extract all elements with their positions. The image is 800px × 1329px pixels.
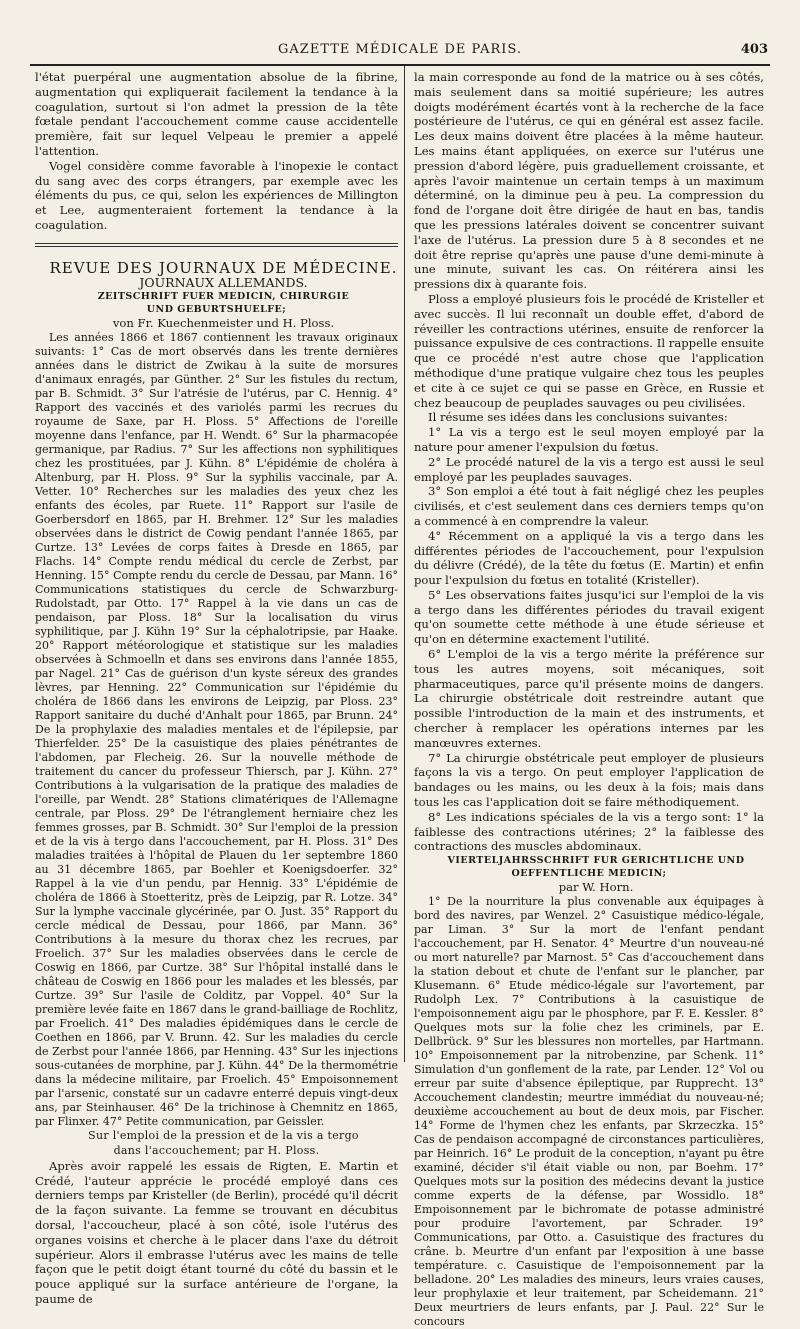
section-title: REVUE DES JOURNAUX DE MÉDECINE. xyxy=(49,258,398,277)
intro-paragraph-2: Vogel considère comme favorable à l'inopexie le contact du sang avec des corps étrangers, par exemple avec les éléments du pus, ce qui, selon les expériences de Millington et Lee, augmenteraient fortement la tendance à la coagulation. xyxy=(35,158,398,232)
articles-list-paragraph: Les années 1866 et 1867 contiennent les travaux originaux suivants: 1° Cas de mort observés dans les trente dernières années dans le district de Zwikau à la suite de morsures d'animaux enragés, par Günther. 2° Sur les fistules du rectum, par B. Schmidt. 3° Sur l'atrésie de l'utérus, par C. Hennig. 4° Rapport des vaccinés et des variolés parmi les recrues du royaume de Saxe, par H. Ploss. 5° Affections de l'oreille moyenne dans l'enfance, par H. Wendt. 6° Sur la pharmacopée germanique, par Radius. 7° Sur les affections non syphilitiques chez les prostituées, par J. Kühn. 8° L'épidémie de choléra à Altenburg, par H. Ploss. 9° Sur la syphilis vaccinale, par A. Vetter. 10° Recherches sur les maladies des yeux chez les enfants des écoles, par Ruete. 11° Rapport sur l'asile de Goerbersdorf en 1865, par H. Brehmer. 12° Sur les maladies observées dans le district de Cowig pendant l'année 1865, par Curtze. 13° Levées de corps faites à Dresde en 1865, par Flachs. 14° Compte rendu médical du cercle de Zerbst, par Henning. 15° Compte rendu du cercle de Dessau, par Mann. 16° Communications statistiques du cercle de Schwarzburg-Rudolstadt, par Otto. 17° Rappel à la vie dans un cas de pendaison, par Ploss. 18° Sur la localisation du virus syphilitique, par J. Kühn 19° Sur la céphalotripsie, par Haake. 20° Rapport météorologique et statistique sur les maladies observées à Schmoelln et dans ses environs dans l'année 1855, par Nagel. 21° Cas de guérison d'un kyste séreux des grandes lèvres, par Henning. 22° Communication sur l'épidémie du choléra de 1866 dans les environs de Leipzig, par Ploss. 23° Rapport sanitaire du duché d'Anhalt pour 1865, par Brunn. 24° De la prophylaxie des maladies mentales et de l'épilepsie, par Thierfelder. 25° De la casuistique des plaies pénétrantes de l'abdomen, par Flecheig. 26. Sur la nouvelle méthode de traitement du cancer du professeur Thiersch, par J. Kühn. 27° Contributions à la vulgarisation de la pratique des maladies de l'oreille, par Wendt. 28° Stations climatériques de l'Allemagne centrale, par Ploss. 29° De l'étranglement herniaire chez les femmes grosses, par B. Schmidt. 30° Sur l'emploi de la pression et de la vis à tergo dans l'accouchement, par H. Ploss. 31° Des maladies traitées à l'hôpital de Plauen du 1er septembre 1860 au 31 décembre 1865, par Boehler et Koenigsdoerfer. 32° Rappel à la vie d'un pendu, par Hennig. 33° L'épidémie de choléra de 1866 à Stoetteritz, près de Leipzig, par R. Lotze. 34° Sur la lymphe vaccinale glycérinée, par O. Just. 35° Rapport du cercle médical de Dessau, pour 1866, par Mann. 36° Contributions à la mesure du thorax chez les recrues, par Froelich. 37° Sur les maladies observées dans le cercle de Coswig en 1866, par Curtze. 38° Sur l'hôpital installé dans le château de Coswig en 1866 pour les malades et les blessés, par Curtze. 39° Sur l'asile de Colditz, par Voppel. 40° Sur la première levée faite en 1867 dans le grand-bailliage de Rochlitz, par Froelich. 41° Des maladies épidémiques dans le cercle de Coethen en 1866, par V. Brunn. 42. Sur les maladies du cercle de Zerbst pour l'année 1866, par Henning. 43° Sur les injections sous-cutanées de morphine, par J. Kühn. 44° De la thermométrie dans la médecine militaire, par Froelich. 45° Empoisonnement par l'arsenic, constaté sur un cadavre enterré depuis vingt-deux ans, par Steinhauser. 46° De la trichinose à Chemnitz en 1865, par Flinxer. 47° Petite communication, par Geissler. xyxy=(35,331,398,1129)
right-paragraph-2: Ploss a employé plusieurs fois le procédé de Kristeller et avec succès. Il lui reconnaît un double effet, d'abord de réveiller les contractions utérines, ensuite de renforcer la puissance expulsive de ces contractions. Il rappelle ensuite que ce procédé n'est autre chose que l'application méthodique d'une pratique vulgaire chez tous les peuples et cite à ce sujet ce qui se passe en Grèce, en Russie et chez beaucoup de peuplades sauvages ou peu civilisées. xyxy=(414,291,764,410)
article-title-line-1: Sur l'emploi de la pression et de la vis a tergo xyxy=(88,1129,359,1143)
conclusion-8: 8° Les indications spéciales de la vis a tergo sont: 1° la faiblesse des contractions utérines; 2° la faiblesse des contractions des muscles abdominaux. xyxy=(414,809,764,854)
journal-byline: von Fr. Kuechenmeister und H. Ploss. xyxy=(112,316,335,331)
page-number: 403 xyxy=(740,42,768,57)
conclusion-1: 1° La vis a tergo est le seul moyen employé par la nature pour amener l'expulsion du fœtus. xyxy=(414,425,764,454)
conclusion-5: 5° Les observations faites jusqu'ici sur l'emploi de la vis a tergo dans les différentes périodes du travail exigent qu'on soumette cette méthode à une étude sérieuse et qu'on en détermine exactement l'utilité. xyxy=(414,587,764,647)
journal-byline: par W. Horn. xyxy=(558,880,634,895)
journal-title-line-2: UND GEBURTSHUELFE; xyxy=(146,304,287,316)
journal-title xyxy=(35,290,398,316)
conclusion-7: 7° La chirurgie obstétricale peut employer de plusieurs façons la vis a tergo. On peut employer l'application de bandages ou les mains, ou les deux à la fois; mais dans tous les cas l'application doit se faire méthodiquement. xyxy=(414,750,764,810)
section-subtitle: JOURNAUX ALLEMANDS. xyxy=(139,274,308,290)
journal-title-line-2: OEFFENTLICHE MEDICIN; xyxy=(511,868,667,880)
column-divider xyxy=(404,66,405,1062)
journal-title xyxy=(414,854,764,880)
journal-title-line-1: ZEITSCHRIFT FUER MEDICIN, CHIRURGIE xyxy=(97,291,350,303)
article-title-line-2: dans l'accouchement; par H. Ploss. xyxy=(113,1143,320,1157)
journal-running-title: GAZETTE MÉDICALE DE PARIS. xyxy=(278,42,522,57)
section-divider xyxy=(35,243,398,247)
page-header xyxy=(30,38,770,66)
left-column xyxy=(35,70,398,1307)
conclusion-6: 6° L'emploi de la vis a tergo mérite la préférence sur tous les autres moyens, soit mécaniques, soit pharmaceutiques, parce qu'il présente moins de dangers. La chirurgie obstétricale doit restreindre autant que possible l'introduction de la main et des instruments, et chercher à remplacer les opérations internes par les manœuvres externes. xyxy=(414,647,764,750)
right-paragraph-1: la main corresponde au fond de la matrice ou à ses côtés, mais seulement dans sa moitié supérieure; les autres doigts modérément écartés vont à la recherche de la face postérieure de l'utérus, ce qui en général est assez facile. Les deux mains doivent être placées à la même hauteur. Les mains étant appliquées, on exerce sur l'utérus une pression d'abord légère, puis graduellement croissante, et après l'avoir maintenue un certain temps à un maximum déterminé, on la diminue peu à peu. La compression du fond de l'organe doit être dirigée de haut en bas, tandis que les pressions latérales doivent se concentrer suivant l'axe de l'utérus. La pression dure 5 à 8 secondes et ne doit être reprise qu'après une pause d'une demi-minute à une minute, suivant les cas. On réitérera ainsi les pressions dix à quarante fois. xyxy=(414,70,764,292)
articles-list-paragraph: 1° De la nourriture la plus convenable aux équipages à bord des navires, par Wenzel. 2° Casuistique médico-légale, par Liman. 3° Sur la mort de l'enfant pendant l'accouchement, par H. Senator. 4° Meurtre d'un nouveau-né ou mort naturelle? par Marnost. 5° Cas d'accouchement dans la station debout et chute de l'enfant sur le plancher, par Klusemann. 6° Etude médico-légale sur l'avortement, par Rudolph Lex. 7° Contributions à la casuistique de l'empoisonnement aigu par le phosphore, par F. E. Kessler. 8° Quelques mots sur la folie chez les criminels, par E. Dellbrück. 9° Sur les blessures non mortelles, par Hartmann. 10° Empoisonnement par la nitrobenzine, par Schenk. 11° Simulation d'un gonflement de la rate, par Lender. 12° Vol ou erreur par suite d'absence épileptique, par Rupprecht. 13° Accouchement clandestin; meurtre immédiat du nouveau-né; deuxième accouchement au bout de deux mois, par Fischer. 14° Forme de l'hymen chez les enfants, par Skrzeczka. 15° Cas de pendaison accompagné de circonstances particulières, par Heinrich. 16° Le produit de la conception, n'ayant pu être examiné, décider s'il était viable ou non, par Boehm. 17° Quelques mots sur la position des médecins devant la justice comme experts de la défense, par Wossidlo. 18° Empoisonnement par le bichromate de potasse administré pour produire l'avortement, par Schrader. 19° Communications, par Otto. a. Casuistique des fractures du crâne. b. Meurtre d'un enfant par l'exposition à une basse température. c. Casuistique de l'empoisonnement par la belladone. 20° Les maladies des mineurs, leurs vraies causes, leur prophylaxie et leur traitement, par Scheidemann. 21° Deux meurtriers de leurs enfants, par J. Paul. 22° Sur le concours xyxy=(414,895,764,1329)
conclusion-4: 4° Récemment on a appliqué la vis a tergo dans les différentes périodes de l'accouchement, pour l'expulsion du délivre (Crédé), de la tête du fœtus (E. Martin) et enfin pour l'expulsion du fœtus en totalité (Kristeller). xyxy=(414,528,764,588)
journal-title-line-1: VIERTELJAHRSSCHRIFT FUR GERICHTLICHE UND xyxy=(447,855,745,867)
intro-paragraph-1: l'état puerpéral une augmentation absolue de la fibrine, augmentation qui expliquerait facilement la tendance à la coagulation, surtout si l'on admet la pression de la tête fœtale pendant l'accouchement comme cause accidentelle première, fait sur lequel Velpeau le premier a appelé l'attention. xyxy=(35,70,398,158)
article-title xyxy=(35,1129,398,1159)
conclusion-2: 2° Le procédé naturel de la vis a tergo est aussi le seul employé par les peuplades sauvages. xyxy=(414,454,764,484)
conclusions-intro: Il résume ses idées dans les conclusions suivantes: xyxy=(428,410,728,425)
conclusion-3: 3° Son emploi a été tout à fait négligé chez les peuples civilisés, et c'est seulement dans ces derniers temps qu'on a commencé à en comprendre la valeur. xyxy=(414,484,764,528)
right-column xyxy=(414,70,764,1329)
article-paragraph: Après avoir rappelé les essais de Rigten, E. Martin et Crédé, l'auteur apprécie le procédé employé dans ces derniers temps par Kristeller (de Berlin), procédé qu'il décrit de la façon suivante. La femme se trouvant en décubitus dorsal, l'accoucheur, placé à son côté, isole l'utérus des organes voisins et cherche à le placer dans l'axe du détroit supérieur. Alors il embrasse l'utérus avec les mains de telle façon que le petit doigt étant tourné du côté du bassin et le pouce appliqué sur la surface antérieure de l'organe, la paume de xyxy=(35,1158,398,1306)
